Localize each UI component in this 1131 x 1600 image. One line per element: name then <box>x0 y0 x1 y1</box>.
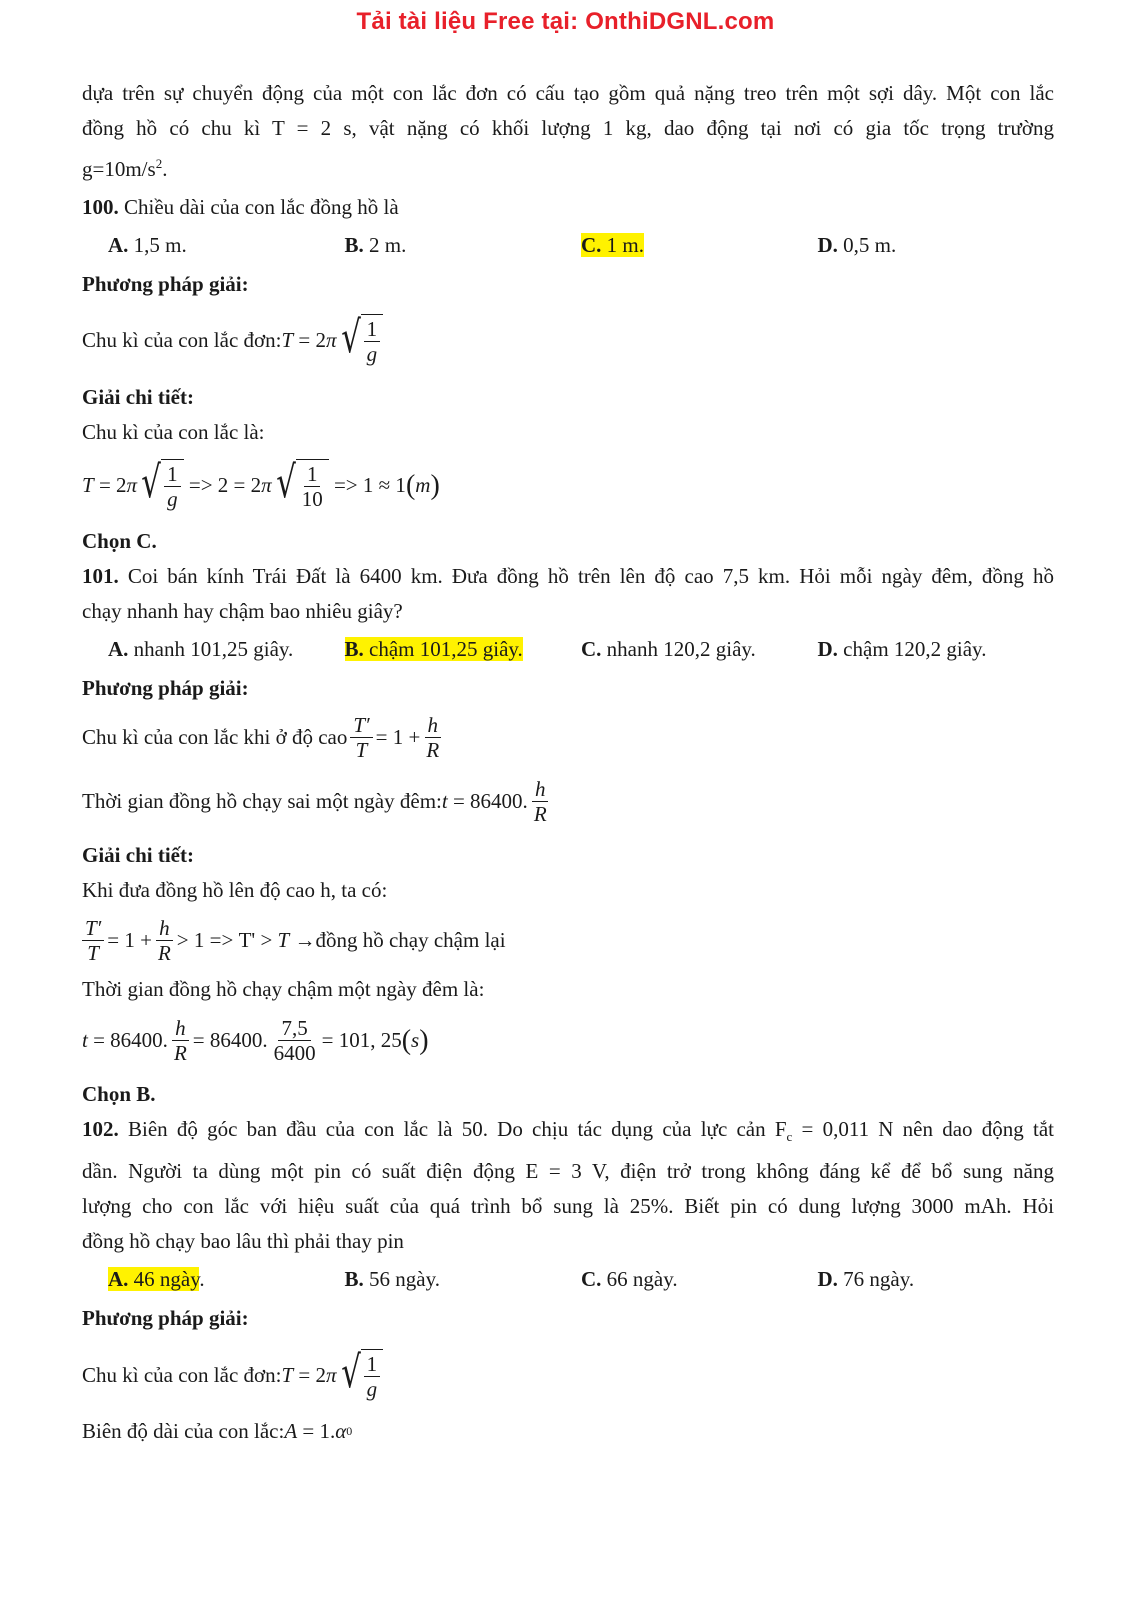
question-102: 102. Biên độ góc ban đầu của con lắc là 50. Do chịu tác dụng của lực cản $F_c = 0,011$ N nên dao động tắt <box>82 1117 1054 1145</box>
detail-formula: $\frac{T'}{T}$ = 1 + $\frac{h}{R}$ > 1 => T' > T → đồng hồ chạy chậm lại <box>82 908 1054 972</box>
option-b: B. 2 m. <box>344 233 407 257</box>
option-a: A. nhanh 101,25 giây. <box>108 637 294 661</box>
option-c: C. 66 ngày. <box>581 1267 678 1292</box>
question-102-cont: lượng cho con lắc với hiệu suất của quá trình bổ sung là 25%. Biết pin có dung lượng 3000 mAh. Hỏi <box>82 1194 1054 1219</box>
method-formula: Biên độ dài của con lắc: A = 1. α 0 <box>82 1418 353 1443</box>
question-102-cont: đồng hồ chạy bao lâu thì phải thay pin <box>82 1229 404 1254</box>
option-c-answer: C. 1 m. <box>581 233 645 257</box>
detail-heading: Giải chi tiết: <box>82 385 194 409</box>
question-100: 100. Chiều dài của con lắc đồng hồ là <box>82 195 399 219</box>
answer-101: Chọn B. <box>82 1082 156 1106</box>
method-formula: Chu kì của con lắc đơn: T = 2 π √ $\frac{1}{g}$ <box>82 310 1054 370</box>
question-102-cont: dần. Người ta dùng một pin có suất điện động E = 3 V, điện trở trong không đáng kể để bổ sung năng <box>82 1159 1054 1184</box>
method-heading: Phương pháp giải: <box>82 676 249 700</box>
watermark-header: Tải tài liệu Free tại: OnthiDGNL.com <box>356 8 775 35</box>
intro-line: $g=10m/s^2$. <box>82 156 168 181</box>
option-d: D. chậm 120,2 giây. <box>817 637 987 661</box>
question-101: 101. Coi bán kính Trái Đất là 6400 km. Đưa đồng hồ trên lên độ cao 7,5 km. Hỏi mỗi ngày đêm, đồng hồ <box>82 564 1054 588</box>
method-formula: Chu kì của con lắc đơn: T = 2 π √ $\frac{1}{g}$ <box>82 1344 1054 1406</box>
question-101-cont: chạy nhanh hay chậm bao nhiêu giây? <box>82 599 403 623</box>
detail-formula: t = 86400. $\frac{h}{R}$ = 86400. $\frac{7,5}{6400}$ = 101, 25 ( s ) <box>82 1015 429 1065</box>
option-d: D. 0,5 m. <box>817 233 897 257</box>
detail-text: Khi đưa đồng hồ lên độ cao h, ta có: <box>82 878 388 902</box>
options-101 <box>82 632 1054 667</box>
method-formula: Chu kì của con lắc khi ở độ cao $\frac{T'}{T}$ = 1 + $\frac{h}{R}$ <box>82 712 440 762</box>
answer-100: Chọn C. <box>82 529 157 553</box>
intro-line: dựa trên sự chuyển động của một con lắc đơn có cấu tạo gồm quả nặng treo trên một sợi dây. Một con lắc <box>82 81 1054 105</box>
method-formula: Thời gian đồng hồ chạy sai một ngày đêm: t = 86400. $\frac{h}{R}$ <box>82 776 547 826</box>
detail-text: Thời gian đồng hồ chạy chậm một ngày đêm là: <box>82 977 485 1001</box>
options-102 <box>82 1262 1054 1297</box>
method-heading: Phương pháp giải: <box>82 272 249 296</box>
option-a-answer: A. 46 ngày. <box>108 1267 205 1292</box>
document-body <box>82 76 1054 1456</box>
option-c: C. nhanh 120,2 giây. <box>581 637 756 661</box>
detail-formula: T = 2 π √ $\frac{1}{g}$ => 2 = 2 π √ $\frac{1}{10}$ => 1 ≈ 1 ( m ) <box>82 457 440 511</box>
detail-text: Chu kì của con lắc là: <box>82 420 265 444</box>
intro-line: đồng hồ có chu kì T = 2 s, vật nặng có khối lượng 1 kg, dao động tại nơi có gia tốc trọng trường <box>82 116 1054 140</box>
option-b: B. 56 ngày. <box>344 1267 440 1292</box>
detail-heading: Giải chi tiết: <box>82 843 194 867</box>
option-d: D. 76 ngày. <box>817 1267 915 1292</box>
option-a: A. 1,5 m. <box>108 233 187 257</box>
option-b-answer: B. chậm 101,25 giây. <box>344 637 523 661</box>
method-heading: Phương pháp giải: <box>82 1306 249 1331</box>
options-100 <box>82 228 1054 263</box>
